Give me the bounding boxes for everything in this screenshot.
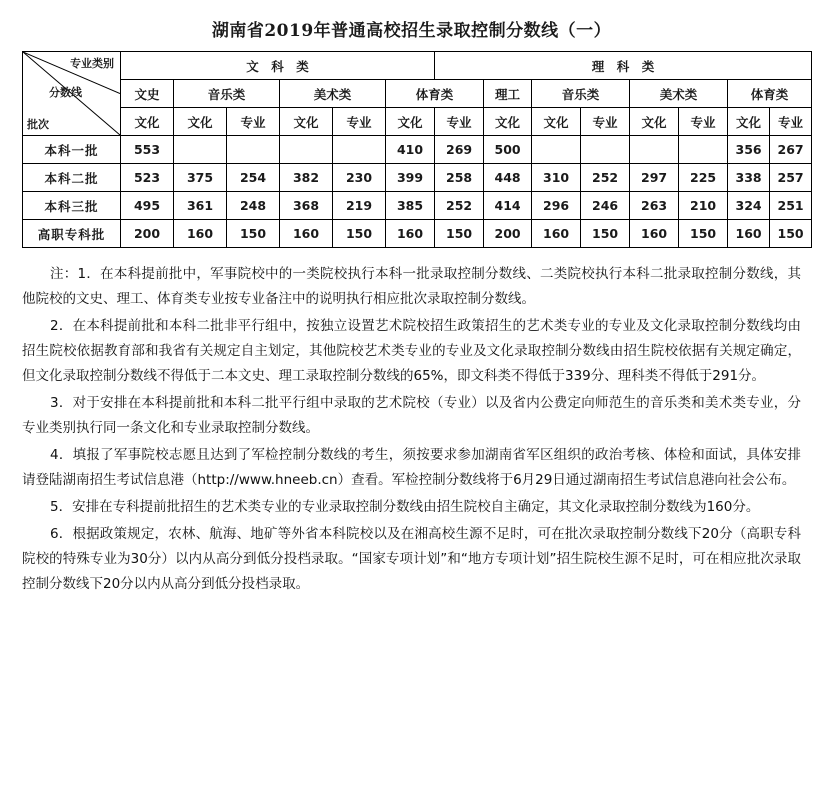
table-corner-cell bbox=[23, 52, 121, 136]
table-cell: 258 bbox=[435, 164, 484, 192]
table-cell: 200 bbox=[484, 220, 532, 248]
table-cell: 160 bbox=[532, 220, 581, 248]
table-row bbox=[23, 164, 812, 192]
row-label: 高职专科批 bbox=[23, 220, 121, 248]
typeheader-cell: 文化 bbox=[728, 108, 770, 136]
subheader-music-arts: 音乐类 bbox=[174, 80, 280, 108]
typeheader-cell: 专业 bbox=[770, 108, 812, 136]
table-cell: 553 bbox=[121, 136, 174, 164]
typeheader-cell: 专业 bbox=[435, 108, 484, 136]
table-row bbox=[23, 192, 812, 220]
typeheader-cell: 专业 bbox=[227, 108, 280, 136]
table-cell: 297 bbox=[630, 164, 679, 192]
typeheader-cell: 专业 bbox=[679, 108, 728, 136]
typeheader-cell: 文化 bbox=[280, 108, 333, 136]
table-row bbox=[23, 136, 812, 164]
subheader-fineart-sci: 美术类 bbox=[630, 80, 728, 108]
table-cell: 254 bbox=[227, 164, 280, 192]
table-cell: 246 bbox=[581, 192, 630, 220]
typeheader-cell: 文化 bbox=[532, 108, 581, 136]
table-cell: 296 bbox=[532, 192, 581, 220]
table-cell: 160 bbox=[174, 220, 227, 248]
table-cell bbox=[333, 136, 386, 164]
table-cell: 160 bbox=[386, 220, 435, 248]
table-cell bbox=[581, 136, 630, 164]
typeheader-cell: 专业 bbox=[581, 108, 630, 136]
corner-label-score: 分数线 bbox=[49, 86, 82, 99]
table-cell: 385 bbox=[386, 192, 435, 220]
table-cell: 495 bbox=[121, 192, 174, 220]
table-cell: 257 bbox=[770, 164, 812, 192]
table-cell: 248 bbox=[227, 192, 280, 220]
table-typeheader-row bbox=[23, 108, 812, 136]
note-item: 2．在本科提前批和本科二批非平行组中，按独立设置艺术院校招生政策招生的艺术类专业的专业及文化录取控制分数线均由招生院校依据教育部和我省有关规定自主划定，其他院校艺术类专业的专业及文化录取控制分数线由招生院校依据有关规定确定，但文化录取控制分数线不得低于二本文史、理工录取控制分数线的65%，即文科类不得低于339分、理科类不得低于291分。 bbox=[22, 317, 801, 384]
typeheader-cell: 文化 bbox=[174, 108, 227, 136]
group-header-science: 理 科 类 bbox=[435, 52, 812, 80]
table-cell: 150 bbox=[581, 220, 630, 248]
typeheader-cell: 文化 bbox=[484, 108, 532, 136]
note-item: 5．安排在专科提前批招生的艺术类专业的专业录取控制分数线由招生院校自主确定，其文化录取控制分数线为160分。 bbox=[50, 498, 760, 515]
table-cell: 414 bbox=[484, 192, 532, 220]
table-cell: 324 bbox=[728, 192, 770, 220]
table-cell: 210 bbox=[679, 192, 728, 220]
table-cell bbox=[280, 136, 333, 164]
table-cell: 150 bbox=[435, 220, 484, 248]
table-cell bbox=[174, 136, 227, 164]
table-subheader-row bbox=[23, 80, 812, 108]
typeheader-cell: 文化 bbox=[386, 108, 435, 136]
note-item: 6．根据政策规定，农林、航海、地矿等外省本科院校以及在湘高校生源不足时，可在批次录取控制分数线下20分（高职专科院校的特殊专业为30分）以内从高分到低分投档录取。“国家专项计划”和“地方专项计划”招生院校生源不足时，可在相应批次录取控制分数线下20分以内从高分到低分投档录取。 bbox=[22, 525, 801, 592]
table-cell: 500 bbox=[484, 136, 532, 164]
subheader-sports-arts: 体育类 bbox=[386, 80, 484, 108]
row-label: 本科一批 bbox=[23, 136, 121, 164]
table-cell: 150 bbox=[770, 220, 812, 248]
table-header-row-group bbox=[23, 52, 812, 80]
table-cell: 382 bbox=[280, 164, 333, 192]
table-cell bbox=[227, 136, 280, 164]
table-cell: 310 bbox=[532, 164, 581, 192]
row-label: 本科三批 bbox=[23, 192, 121, 220]
table-cell: 267 bbox=[770, 136, 812, 164]
note-item: 注：1．在本科提前批中，军事院校中的一类院校执行本科一批录取控制分数线、二类院校执行本科二批录取控制分数线，其他院校的文史、理工、体育类专业按专业备注中的说明执行相应批次录取控制分数线。 bbox=[22, 266, 801, 307]
table-cell: 263 bbox=[630, 192, 679, 220]
table-cell: 150 bbox=[227, 220, 280, 248]
table-cell: 448 bbox=[484, 164, 532, 192]
table-cell bbox=[630, 136, 679, 164]
table-cell: 356 bbox=[728, 136, 770, 164]
table-cell: 160 bbox=[630, 220, 679, 248]
score-line-table bbox=[22, 51, 812, 248]
subheader-wenshi: 文史 bbox=[121, 80, 174, 108]
table-row bbox=[23, 220, 812, 248]
subheader-sports-sci: 体育类 bbox=[728, 80, 812, 108]
subheader-fineart-arts: 美术类 bbox=[280, 80, 386, 108]
table-cell: 150 bbox=[679, 220, 728, 248]
note-item: 3．对于安排在本科提前批和本科二批平行组中录取的艺术院校（专业）以及省内公费定向师范生的音乐类和美术类专业，分专业类别执行同一条文化和专业录取控制分数线。 bbox=[22, 394, 801, 436]
table-cell: 219 bbox=[333, 192, 386, 220]
table-cell: 160 bbox=[280, 220, 333, 248]
typeheader-cell: 文化 bbox=[630, 108, 679, 136]
table-cell: 523 bbox=[121, 164, 174, 192]
subheader-music-sci: 音乐类 bbox=[532, 80, 630, 108]
table-cell: 269 bbox=[435, 136, 484, 164]
table-cell: 361 bbox=[174, 192, 227, 220]
table-cell: 200 bbox=[121, 220, 174, 248]
table-cell: 368 bbox=[280, 192, 333, 220]
table-cell: 375 bbox=[174, 164, 227, 192]
corner-label-major: 专业类别 bbox=[70, 57, 114, 70]
corner-label-batch: 批次 bbox=[27, 118, 49, 131]
table-cell bbox=[679, 136, 728, 164]
typeheader-cell: 文化 bbox=[121, 108, 174, 136]
table-cell: 399 bbox=[386, 164, 435, 192]
table-cell bbox=[532, 136, 581, 164]
table-cell: 251 bbox=[770, 192, 812, 220]
subheader-ligong: 理工 bbox=[484, 80, 532, 108]
table-cell: 252 bbox=[581, 164, 630, 192]
table-cell: 410 bbox=[386, 136, 435, 164]
table-cell: 230 bbox=[333, 164, 386, 192]
typeheader-cell: 专业 bbox=[333, 108, 386, 136]
row-label: 本科二批 bbox=[23, 164, 121, 192]
table-cell: 338 bbox=[728, 164, 770, 192]
table-cell: 225 bbox=[679, 164, 728, 192]
group-header-liberal-arts: 文 科 类 bbox=[121, 52, 435, 80]
page-title: 湖南省2019年普通高校招生录取控制分数线（一） bbox=[211, 21, 612, 41]
notes-section bbox=[22, 262, 801, 597]
table-cell: 160 bbox=[728, 220, 770, 248]
table-cell: 150 bbox=[333, 220, 386, 248]
note-item: 4．填报了军事院校志愿且达到了军检控制分数线的考生，须按要求参加湖南省军区组织的政治考核、体检和面试，具体安排请登陆湖南招生考试信息港（http://www.hneeb.cn）查看。军检控制分数线将于6月29日通过湖南招生考试信息港向社会公布。 bbox=[22, 446, 801, 488]
table-cell: 252 bbox=[435, 192, 484, 220]
